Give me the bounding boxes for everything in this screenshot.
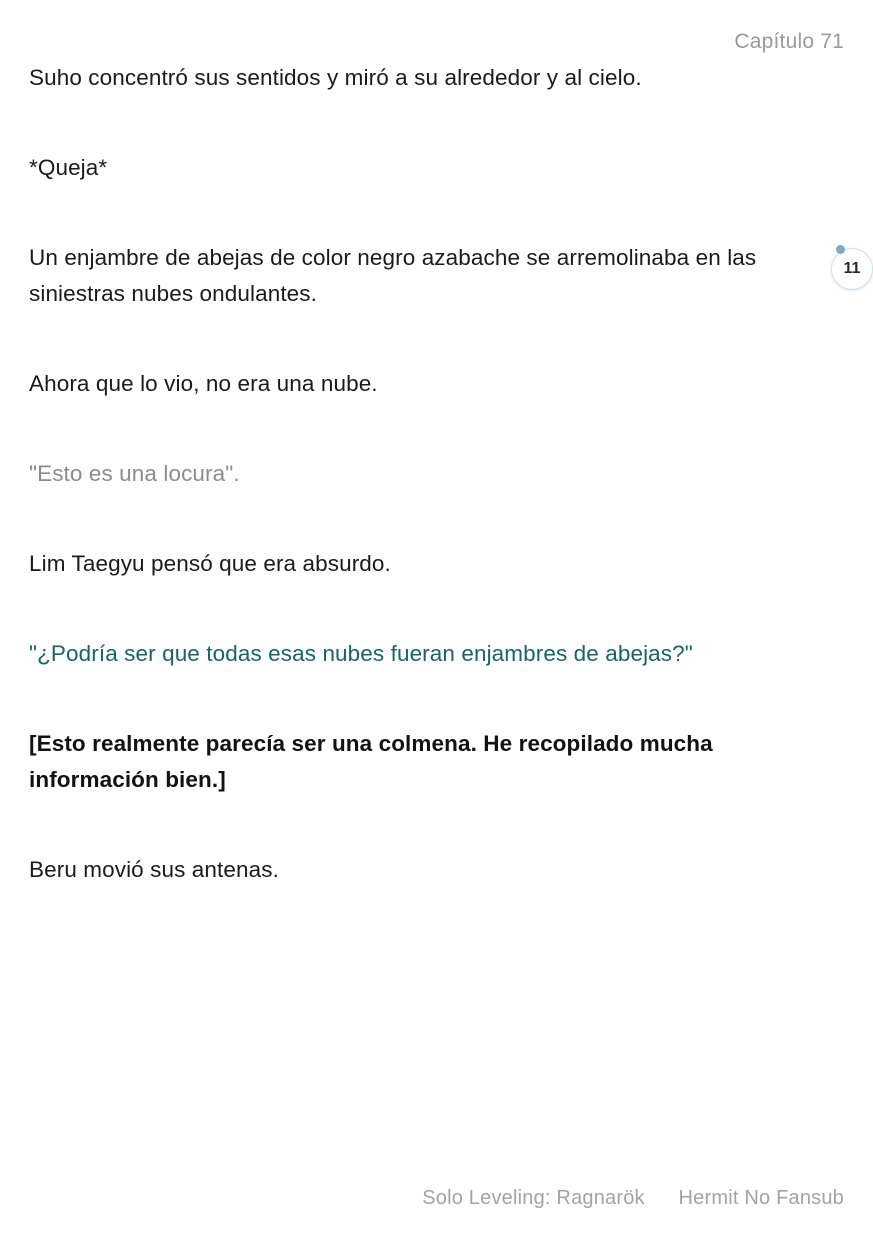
paragraph: Suho concentró sus sentidos y miró a su alrededor y al cielo. xyxy=(29,65,642,90)
paragraph: Lim Taegyu pensó que era absurdo. xyxy=(29,551,391,576)
paragraph: Ahora que lo vio, no era una nube. xyxy=(29,371,378,396)
paragraph: [Esto realmente parecía ser una colmena. He recopilado mucha información bien.] xyxy=(29,731,713,792)
paragraph: Un enjambre de abejas de color negro azabache se arremolinaba en las siniestras nubes ondulantes. xyxy=(29,245,757,306)
footer-series-title: Solo Leveling: Ragnarök xyxy=(422,1187,645,1209)
paragraph: *Queja* xyxy=(29,155,108,180)
footer-group-name: Hermit No Fansub xyxy=(678,1187,844,1209)
page-number-badge[interactable] xyxy=(831,248,873,290)
badge-dot-icon xyxy=(836,245,845,254)
footer xyxy=(0,1187,844,1210)
paragraph: "¿Podría ser que todas esas nubes fueran enjambres de abejas?" xyxy=(29,641,693,666)
chapter-text-body xyxy=(29,60,844,888)
page-number-label: 11 xyxy=(843,260,861,277)
paragraph: Beru movió sus antenas. xyxy=(29,857,279,882)
chapter-label: Capítulo 71 xyxy=(734,30,844,53)
paragraph: "Esto es una locura". xyxy=(29,461,240,486)
